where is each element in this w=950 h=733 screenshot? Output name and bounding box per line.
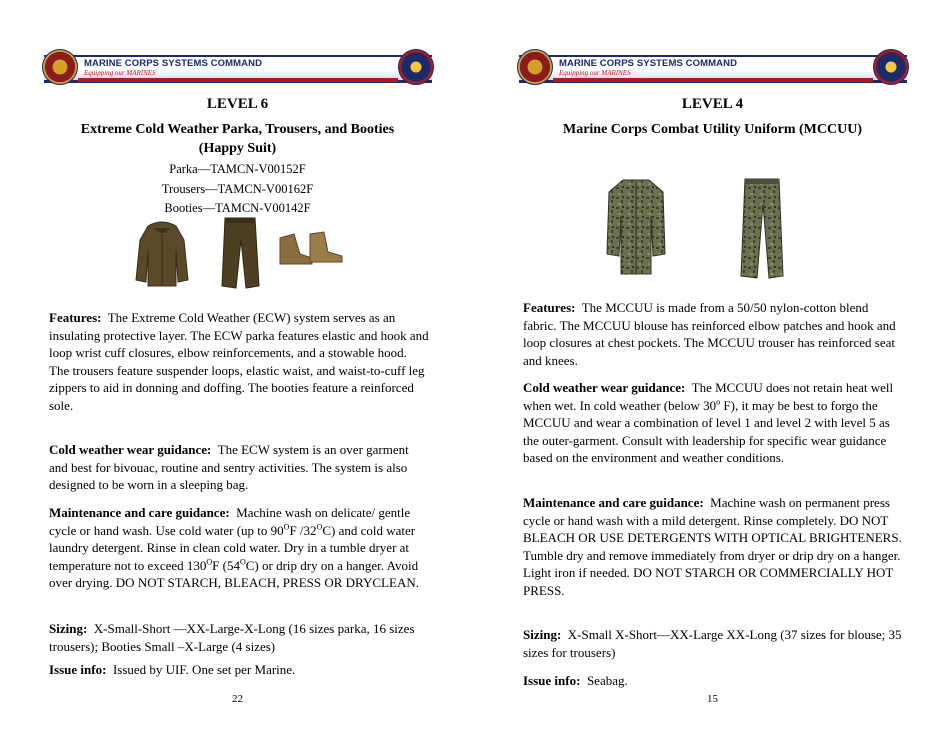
banner-subtitle: Equipping our MARINES [84, 69, 156, 77]
tamcn-parka: Parka—TAMCN-V00152F [169, 162, 306, 176]
mccuu-trousers-image [737, 176, 787, 280]
sizing-paragraph: Sizing: X-Small-Short —XX-Large-X-Long (16 sizes parka, 16 sizes trousers); Booties Small –X-Large (4 sizes) [49, 621, 415, 654]
mcsc-banner [44, 53, 432, 85]
mcsc-emblem-icon [873, 49, 909, 85]
page-number: 15 [707, 693, 718, 705]
banner-subtitle: Equipping our MARINES [559, 69, 631, 77]
tamcn-booties: Booties—TAMCN-V00142F [164, 201, 311, 215]
cold-weather-paragraph: Cold weather wear guidance: The ECW system is an over garment and best for bivouac, routine and sentry activities. The system is also designed to be worn in a sleeping bag. [49, 442, 409, 492]
issue-info-paragraph: Issue info: Issued by UIF. One set per Marine. [49, 662, 296, 677]
banner-title: MARINE CORPS SYSTEMS COMMAND [559, 58, 738, 69]
page-number: 22 [232, 693, 243, 705]
maintenance-paragraph: Maintenance and care guidance: Machine wash on delicate/ gentle cycle or hand wash. Use cold water (up to $90^OF$ $/32^OC$) and cold water laundry detergent. Rinse in clean cold water. Dry in a tumble dryer at temperature not to exceed $130^OF$ $(54^OC)$ or drip dry on a hanger. Avoid over drying. DO NOT STARCH, BLEACH, PRESS OR DRYCLEAN. [49, 505, 419, 590]
usmc-seal-icon [42, 49, 78, 85]
banner-title: MARINE CORPS SYSTEMS COMMAND [84, 58, 263, 69]
tamcn-trousers: Trousers—TAMCN-V00162F [161, 181, 314, 196]
mccuu-blouse-image [605, 176, 667, 276]
ecw-booties-image [276, 228, 344, 268]
level-heading: LEVEL 4 [681, 96, 744, 112]
mcsc-banner [519, 53, 907, 85]
ecw-trousers-image [219, 214, 261, 290]
mcsc-emblem-icon [398, 49, 434, 85]
features-paragraph: Features: The Extreme Cold Weather (ECW) system serves as an insulating protective layer. The ECW parka features elastic and hook and loop wrist cuff closures, elbow reinforcements, and a stowable hood. The trousers feature suspender loops, elastic waist, and waist-to-cuff leg zippers to aid in donning and doffing. The booties feature a reinforced sole. [49, 310, 429, 413]
tamcn-list [0, 160, 475, 219]
cold-weather-paragraph: Cold weather wear guidance: The MCCUU does not retain heat well when wet. In cold weather (below 30$^o$ F), it may be best to forgo the MCCUU and wear a combination of level 1 and level 2 with level 5 as the outer-garment. Consult with leadership for specific wear guidance based on the environment and weather conditions. [523, 380, 894, 465]
item-title: Marine Corps Combat Utility Uniform (MCCUU) [562, 122, 862, 137]
maintenance-paragraph: Maintenance and care guidance: Machine wash on permanent press cycle or hand wash with a mild detergent. Rinse completely. DO NOT BLEACH OR USE DETERGENTS WITH OPTICAL BRIGHTENERS. Tumble dry and remove immediately from dryer or drip dry on a hanger. Light iron if needed. DO NOT STARCH OR COMMERCIALLY HOT PRESS. [523, 495, 902, 598]
level-heading: LEVEL 6 [206, 96, 269, 112]
ecw-parka-image [134, 220, 190, 288]
issue-info-paragraph: Issue info: Seabag. [523, 673, 628, 688]
features-paragraph: Features: The MCCUU is made from a 50/50 nylon-cotton blend fabric. The MCCUU blouse has reinforced elbow patches and hook and loop closures at chest pockets. The MCCUU trouser has reinforced seat and knees. [523, 300, 896, 368]
item-title: Extreme Cold Weather Parka, Trousers, and Booties (Happy Suit) [80, 122, 395, 156]
sizing-paragraph: Sizing: X-Small X-Short—XX-Large XX-Long (37 sizes for blouse; 35 sizes for trousers) [523, 627, 902, 660]
usmc-seal-icon [517, 49, 553, 85]
right-page [475, 0, 950, 733]
